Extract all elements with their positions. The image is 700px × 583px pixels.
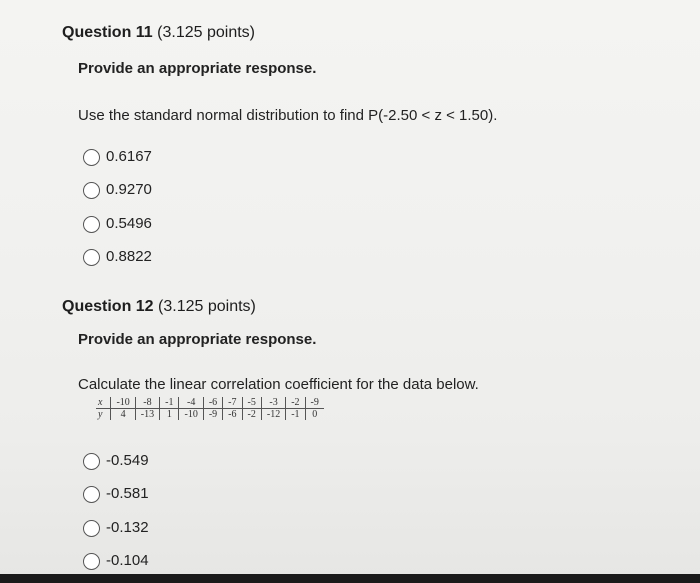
- q12-option-3-radio[interactable]: [83, 520, 100, 537]
- x-cell: -3: [261, 397, 285, 409]
- y-cell: -9: [203, 409, 222, 421]
- q12-option-1-label[interactable]: -0.549: [106, 452, 149, 469]
- y-cell: -10: [179, 409, 203, 421]
- q11-option-2-label[interactable]: 0.9270: [106, 181, 152, 198]
- q11-prompt: Use the standard normal distribution to find P(-2.50 < z < 1.50).: [78, 107, 498, 124]
- x-cell: -8: [135, 397, 159, 409]
- data-table-y-row: [96, 409, 324, 421]
- q12-option-2-radio[interactable]: [83, 486, 100, 503]
- q11-option-1-label[interactable]: 0.6167: [106, 148, 152, 165]
- q11-option-4-label[interactable]: 0.8822: [106, 248, 152, 265]
- x-row-label: x: [96, 397, 111, 409]
- q11-option-1-radio[interactable]: [83, 149, 100, 166]
- x-cell: -9: [305, 397, 324, 409]
- q11-number: Question 11: [62, 24, 153, 41]
- q11-option-3-label[interactable]: 0.5496: [106, 215, 152, 232]
- q12-subtitle: Provide an appropriate response.: [78, 331, 317, 348]
- x-cell: -6: [203, 397, 222, 409]
- q12-points: (3.125 points): [158, 298, 256, 315]
- y-cell: -6: [223, 409, 242, 421]
- y-cell: -12: [261, 409, 285, 421]
- q12-option-2-label[interactable]: -0.581: [106, 485, 149, 502]
- q11-option-2-radio[interactable]: [83, 182, 100, 199]
- q12-title: [62, 298, 256, 316]
- y-cell: -2: [242, 409, 261, 421]
- q12-option-4-radio[interactable]: [83, 553, 100, 570]
- q11-title: [62, 24, 255, 42]
- q11-points: (3.125 points): [157, 24, 255, 41]
- x-cell: -4: [179, 397, 203, 409]
- q11-option-4-radio[interactable]: [83, 249, 100, 266]
- x-cell: -10: [111, 397, 135, 409]
- data-table-x-row: [96, 397, 324, 409]
- x-cell: -2: [286, 397, 305, 409]
- data-table: [96, 397, 324, 420]
- x-cell: -5: [242, 397, 261, 409]
- x-cell: -7: [223, 397, 242, 409]
- q12-option-4-label[interactable]: -0.104: [106, 552, 149, 569]
- q11-option-3-radio[interactable]: [83, 216, 100, 233]
- q12-option-3-label[interactable]: -0.132: [106, 519, 149, 536]
- q12-option-1-radio[interactable]: [83, 453, 100, 470]
- y-cell: -1: [286, 409, 305, 421]
- y-cell: 0: [305, 409, 324, 421]
- q12-prompt: Calculate the linear correlation coefficient for the data below.: [78, 376, 479, 393]
- q11-subtitle: Provide an appropriate response.: [78, 60, 317, 77]
- y-cell: 1: [160, 409, 179, 421]
- y-cell: -13: [135, 409, 159, 421]
- q12-number: Question 12: [62, 298, 154, 315]
- bottom-edge: [0, 574, 700, 583]
- y-cell: 4: [111, 409, 135, 421]
- x-cell: -1: [160, 397, 179, 409]
- y-row-label: y: [98, 409, 103, 420]
